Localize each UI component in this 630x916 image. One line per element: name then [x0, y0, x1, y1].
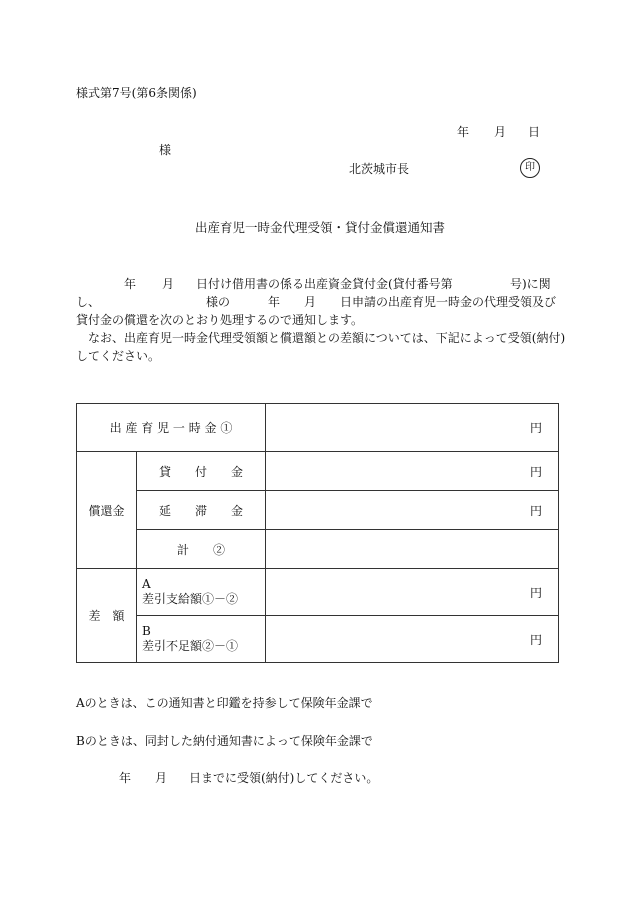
diff-a-cell: [137, 569, 266, 616]
diff-b-amount: 円: [266, 616, 559, 663]
document-title: 出産育児一時金代理受領・貸付金償還通知書: [195, 220, 446, 235]
body-line-5: してください。: [76, 349, 161, 363]
table-row: [77, 616, 559, 663]
arrears-amount: 円: [266, 491, 559, 530]
deadline-text: 日までに受領(納付)してください。: [189, 771, 379, 785]
table-row: [77, 404, 559, 452]
body-line-3: 貸付金の償還を次のとおり処理するので通知します。: [76, 313, 364, 327]
deadline-year: 年: [119, 771, 132, 785]
table-row: [77, 530, 559, 569]
footer-line-b: Bのときは、同封した納付通知書によって保険年金課で: [76, 734, 373, 748]
loan-label: 貸 付 金: [137, 452, 266, 491]
total-amount: [266, 530, 559, 569]
issuer-name: 北茨城市長: [349, 162, 410, 176]
diff-b-label: 差引不足額②－①: [142, 639, 239, 653]
diff-a-amount: 円: [266, 569, 559, 616]
seal-icon: 印: [520, 158, 540, 178]
date-year: 年: [457, 125, 470, 139]
difference-group-label: 差 額: [77, 569, 137, 663]
date-day: 日: [528, 125, 541, 139]
total-label: 計 ②: [137, 530, 266, 569]
lump-sum-amount: 円: [266, 404, 559, 452]
date-month: 月: [494, 125, 507, 139]
diff-a-label: 差引支給額①－②: [142, 592, 239, 606]
arrears-label: 延 滞 金: [137, 491, 266, 530]
loan-amount: 円: [266, 452, 559, 491]
repayment-group-label: 償還金: [77, 452, 137, 569]
lump-sum-label: 出 産 育 児 一 時 金 ①: [77, 404, 266, 452]
diff-b-cell: [137, 616, 266, 663]
amount-table: [76, 403, 559, 663]
table-row: [77, 569, 559, 616]
body-line-4: なお、出産育児一時金代理受領額と償還額との差額については、下記によって受領(納付): [88, 331, 566, 345]
table-row: [77, 452, 559, 491]
deadline-month: 月: [155, 771, 168, 785]
diff-b-mark: B: [142, 624, 151, 638]
form-number-label: 様式第7号(第6条関係): [76, 86, 197, 100]
diff-a-mark: A: [142, 577, 151, 591]
footer-line-a: Aのときは、この通知書と印鑑を持参して保険年金課で: [76, 696, 373, 710]
addressee-suffix: 様: [159, 143, 172, 157]
table-row: [77, 491, 559, 530]
